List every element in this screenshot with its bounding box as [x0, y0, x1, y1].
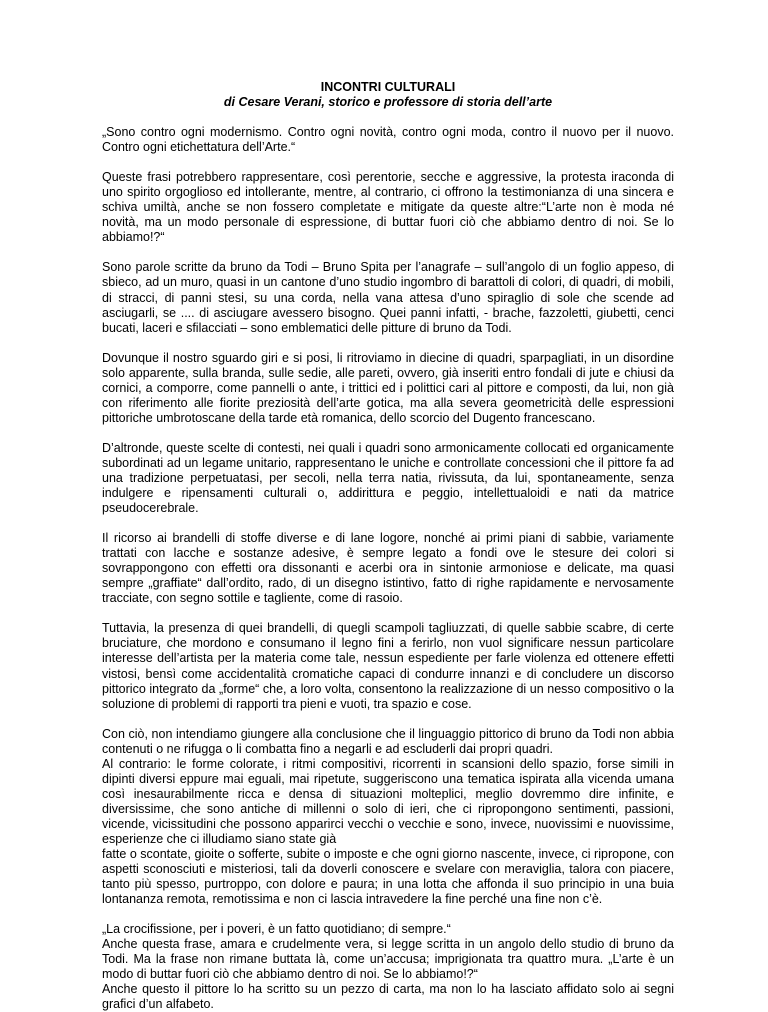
paragraph-13: Anche questo il pittore lo ha scritto su un pezzo di carta, ma non lo ha lasciato affidato solo ai segni grafici d’un alfabeto.: [102, 982, 674, 1012]
document-subtitle: di Cesare Verani, storico e professore di storia dell’arte: [223, 95, 553, 110]
paragraph-6: Il ricorso ai brandelli di stoffe diverse e di lane logore, nonché ai primi piani di sabbie, variamente trattati con lacche e sostanze adesive, è sempre legato a fondi ove le stesure dei colori si sovrappongono con effetti ora dissonanti e acerbi ora in sintonie armoniose e delicate, ma quasi sempre „graffiate“ dall’ordito, rado, di un disegno istintivo, fatto di righe rapidamente e nervosamente tracciate, con segno sottile e tagliente, come di rasoio.: [102, 531, 674, 606]
paragraph-9: Al contrario: le forme colorate, i ritmi compositivi, ricorrenti in scansioni dello spazio, forse simili in dipinti diversi eppure mai eguali, mai ripetute, suggeriscono una tematica ispirata alla vicenda umana così inesaurabilmente ricca e densa di situazioni molteplici, meglio dovremmo dire infinite, e diversissime, che sono antiche di millenni o solo di ieri, che ci ripropongono sentimenti, passioni, vicende, vicissitudini che possono apparirci vecchi o vecchie e sono, invece, nuovissimi e nuovissime, esperienze che ci illudiamo siano state già: [102, 756, 674, 846]
paragraph-2: Queste frasi potrebbero rappresentare, così perentorie, secche e aggressive, la protesta iraconda di uno spirito orgoglioso ed intollerante, mentre, al contrario, ci offrono la testimonianza di una sincera e schiva umiltà, anche se non fossero completate e mitigate da queste altre:“L’arte non è moda né novità, ma un modo personale di espressione, di buttar fuori ciò che abbiamo dentro di noi. Se lo abbiamo!?“: [102, 170, 674, 245]
paragraph-4: Dovunque il nostro sguardo giri e si posi, li ritroviamo in diecine di quadri, sparpagliati, in un disordine solo apparente, sulla branda, sulle sedie, alle pareti, ovvero, già inseriti entro fondali di jute e chiusi da cornici, a comporre, come pannelli o ante, i trittici ed i polittici cari al pittore e composti, da lui, non già con riferimento alle fiorite preziosità dell’arte gotica, ma alla severa geometricità delle espressioni pittoriche umbrotoscane della tarde età romanica, dello scorcio del Dugento francescano.: [102, 350, 674, 425]
paragraph-5: D’altronde, queste scelte di contesti, nei quali i quadri sono armonicamente collocati ed organicamente subordinati ad un legame unitario, rappresentano le uniche e controllate concessioni che il pittore fa ad una tradizione perpetuatasi, per secoli, nella terra natia, rivissuta, da lui, spontaneamente, senza indulgere e ripensamenti culturali o, addirittura e peggio, intellettualoidi e nati da matrice pseudocerebrale.: [102, 440, 674, 516]
paragraph-12: Anche questa frase, amara e crudelmente vera, si legge scritta in un angolo dello studio di bruno da Todi. Ma la frase non rimane buttata là, come un’accusa; imprigionata tra quattro mura. „L’arte è un modo di buttar fuori ciò che abbiamo dentro di noi. Se lo abbiamo!?“: [102, 937, 674, 982]
paragraph-8: Con ciò, non intendiamo giungere alla conclusione che il linguaggio pittorico di bruno da Todi non abbia contenuti o ne rifugga o li combatta fino a negarli e ad escluderli dai propri quadri.: [102, 726, 674, 756]
paragraph-7: Tuttavia, la presenza di quei brandelli, di quegli scampoli tagliuzzati, di quelle sabbie scabre, di certe bruciature, che mordono e consumano il legno fini a ferirlo, non vuol significare nessun particolare interesse dell’artista per la materia come tale, nessun espediente per farle violenza ed ottenere effetti vistosi, bensì come accidentalità cromatiche capaci di condurre innanzi e di concludere un discorso pittorico integrato da „forme“ che, a loro volta, consentono la realizzazione di un nesso compositivo o la soluzione di problemi di rapporti tra pieni e vuoti, tra spazio e cose.: [102, 621, 674, 711]
document-title: INCONTRI CULTURALI: [320, 80, 456, 94]
paragraph-3: Sono parole scritte da bruno da Todi – Bruno Spita per l’anagrafe – sull’angolo di un foglio appeso, di sbieco, ad un muro, quasi in un cantone d’uno studio ingombro di barattoli di colori, di quadri, di mobili, di stracci, di panni stesi, su una corda, nella vana attesa d’uno spiraglio di sole che scende ad asciugarli, se .... di asciugare avessero bisogno. Quei panni infatti, - brache, fazzoletti, giubetti, cenci bucati, laceri e sfilacciati – sono emblematici delle pitture di bruno da Todi.: [102, 260, 674, 335]
paragraph-10: fatte o scontate, gioite o sofferte, subite o imposte e che ogni giorno nascente, invece, ci ripropone, con aspetti sconosciuti e misteriosi, tali da doverli conoscere e svelare con meraviglia, talora con piacere, tanto più spesso, purtroppo, con dolore e paura; in una lotta che affonda il suo principio in una buia lontananza remota, remotissima e non ci lascia intravedere la fine perché una fine non c’è.: [102, 847, 674, 907]
paragraph-11: „La crocifissione, per i poveri, è un fatto quotidiano; di sempre.“: [102, 922, 451, 937]
paragraph-1: „Sono contro ogni modernismo. Contro ogni novità, contro ogni moda, contro il nuovo per il nuovo. Contro ogni etichettatura dell’Arte.“: [102, 125, 674, 155]
document-page: [102, 80, 674, 1012]
